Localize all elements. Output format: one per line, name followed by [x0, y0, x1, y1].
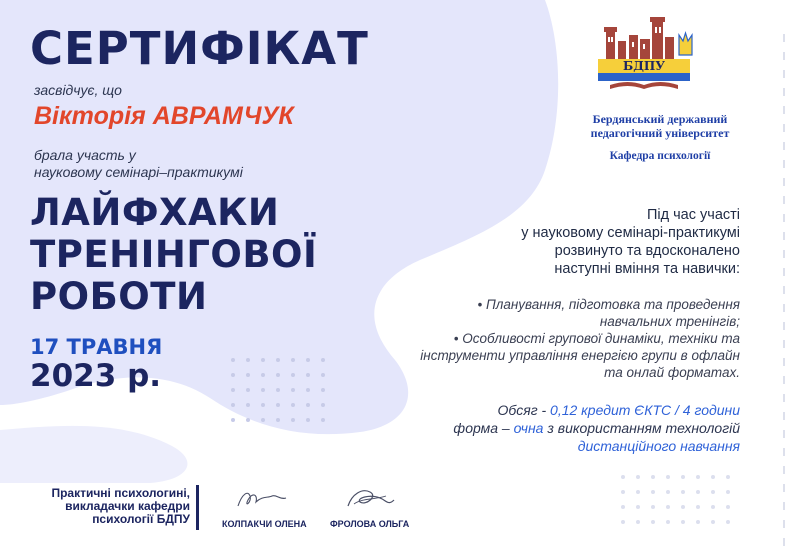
participation-line-2: науковому семінарі–практикумі	[34, 164, 243, 180]
dashed-edge-line	[781, 34, 787, 554]
event-date-day: 17 ТРАВНЯ	[30, 335, 163, 359]
volume-prefix: Обсяг -	[497, 402, 551, 418]
university-logo	[596, 15, 708, 97]
event-title	[30, 192, 317, 318]
form-prefix: форма –	[453, 420, 514, 436]
certifies-text: засвідчує, що	[34, 82, 122, 98]
issuer-line: Практичні психологині,	[51, 486, 190, 500]
course-volume	[420, 401, 740, 455]
dot-grid-left	[228, 355, 338, 425]
details-block	[420, 206, 740, 455]
event-title-line: РОБОТИ	[30, 275, 208, 318]
issuer-line: викладачки кафедри	[65, 499, 190, 513]
event-title-line: ТРЕНІНГОВОЇ	[30, 233, 318, 276]
university-name	[580, 112, 740, 140]
issuer-text	[28, 487, 190, 526]
intro-line: у науковому семінарі-практикумі	[521, 225, 740, 241]
event-date-year: 2023 р.	[30, 358, 162, 394]
issuer-line: психології БДПУ	[92, 512, 190, 526]
form-value: очна	[513, 420, 544, 436]
logo-lettering: БДПУ	[623, 59, 665, 73]
skill-item: • Планування, підготовка та проведення навчальних тренінгів;	[477, 297, 740, 329]
lavender-lower-blob	[0, 426, 187, 483]
volume-value: 0,12 кредит ЄКТС / 4 години	[550, 402, 740, 418]
intro-line: розвинуто та вдосконалено	[554, 243, 740, 259]
signature-2-icon	[340, 484, 400, 514]
university-name-line: Бердянський державний	[592, 112, 728, 126]
signature-1-icon	[232, 486, 292, 514]
form-last-line: дистанційного навчання	[577, 438, 740, 454]
university-name-line: педагогічний університет	[590, 126, 730, 140]
certificate-title: СЕРТИФІКАТ	[30, 22, 369, 75]
signer-1-name: КОЛПАКЧИ ОЛЕНА	[222, 519, 307, 529]
details-intro	[420, 206, 740, 278]
department-name: Кафедра психології	[609, 150, 711, 162]
intro-line: Під час участі	[646, 207, 740, 223]
participation-line-1: брала участь у	[34, 147, 136, 163]
dot-grid-right	[618, 472, 748, 532]
signer-2-name: ФРОЛОВА ОЛЬГА	[330, 519, 410, 529]
recipient-name: Вікторія АВРАМЧУК	[34, 102, 294, 130]
intro-line: наступні вміння та навички:	[554, 261, 740, 277]
footer-divider	[196, 485, 199, 530]
event-title-line: ЛАЙФХАКИ	[30, 191, 280, 234]
trident-icon	[679, 33, 692, 55]
skills-list	[420, 296, 740, 381]
skill-item: • Особливості групової динаміки, техніки та інструменти управління енергією групи в офлайн та онлай форматах.	[420, 331, 740, 380]
form-suffix: з використанням технологій	[543, 420, 740, 436]
